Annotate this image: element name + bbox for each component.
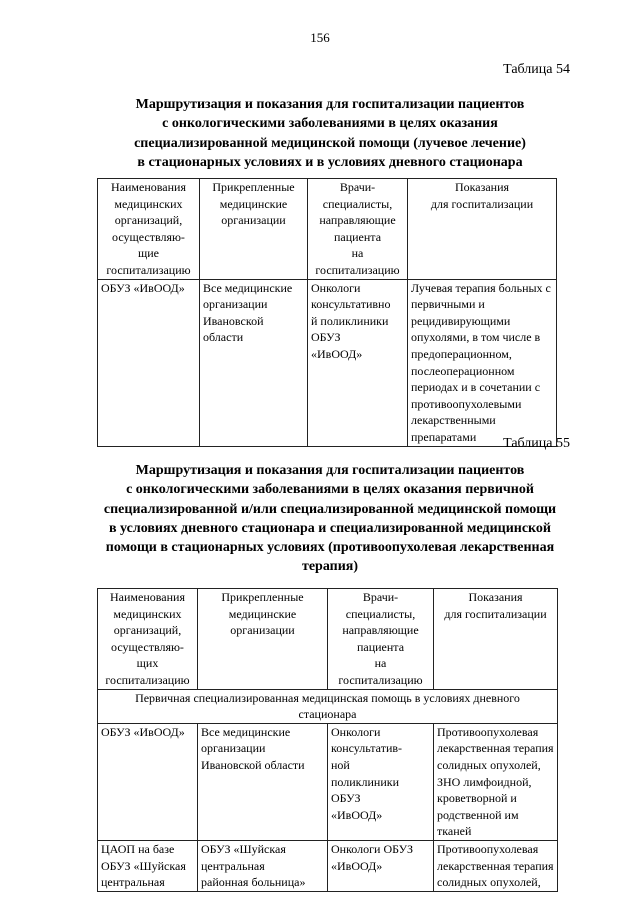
table-cell: ОБУЗ «Шуйская центральная районная больница» <box>198 840 328 891</box>
table-cell: Противоопухолевая лекарственная терапия солидных опухолей, <box>434 840 558 891</box>
table-54-title: Маршрутизация и показания для госпитализации пациентов с онкологическими заболеваниями в целях оказания специализированной медицинской помощи (лучевое лечение) в стационарных условиях и в условиях дневного стационара <box>134 97 526 170</box>
table-55 <box>97 588 558 892</box>
table-cell: Онкологи ОБУЗ «ИвООД» <box>328 840 434 891</box>
table-cell: Лучевая терапия больных с первичными и рецидивирующими опухолями, в том числе в предоперационном, послеоперационном периодах и в сочетании с противоопухолевыми лекарственными препаратами <box>408 279 557 446</box>
table-55-label: Таблица 55 <box>503 436 570 451</box>
table-cell: Все медицинские организации Ивановской области <box>198 723 328 840</box>
header-cell: Врачи- специалисты, направляющие пациента на госпитализацию <box>328 589 434 690</box>
header-cell: Наименования медицинских организаций, осуществляю- щие госпитализацию <box>98 179 200 280</box>
table-row <box>98 840 558 891</box>
table-54 <box>97 178 557 447</box>
table-row <box>98 279 557 446</box>
header-cell: Прикрепленные медицинские организации <box>200 179 308 280</box>
table-cell: ОБУЗ «ИвООД» <box>98 279 200 446</box>
table-header-row <box>98 589 558 690</box>
table-cell: Онкологи консультативно й поликлиники ОБУЗ «ИвООД» <box>308 279 408 446</box>
table-cell: Противоопухолевая лекарственная терапия солидных опухолей, ЗНО лимфоидной, кроветворной и родственной им тканей <box>434 723 558 840</box>
header-cell: Наименования медицинских организаций, осуществляю- щих госпитализацию <box>98 589 198 690</box>
header-cell: Показания для госпитализации <box>408 179 557 280</box>
table-55-title: Маршрутизация и показания для госпитализации пациентов с онкологическими заболеваниями в целях оказания первичной специализированной и/или специализированной медицинской помощи в условиях дневного стационара и специализированной медицинской помощи в стационарных условиях (противоопухолевая лекарственная терапия) <box>103 463 557 575</box>
section-row <box>98 689 558 723</box>
table-header-row <box>98 179 557 280</box>
header-cell: Прикрепленные медицинские организации <box>198 589 328 690</box>
table-row <box>98 723 558 840</box>
header-cell: Врачи- специалисты, направляющие пациента на госпитализацию <box>308 179 408 280</box>
table-cell: Онкологи консультатив- ной поликлиники ОБУЗ «ИвООД» <box>328 723 434 840</box>
table-cell: ОБУЗ «ИвООД» <box>98 723 198 840</box>
table-54-label: Таблица 54 <box>503 62 570 77</box>
table-cell: Все медицинские организации Ивановской области <box>200 279 308 446</box>
table-cell: ЦАОП на базе ОБУЗ «Шуйская центральная <box>98 840 198 891</box>
header-cell: Показания для госпитализации <box>434 589 558 690</box>
section-cell: Первичная специализированная медицинская помощь в условиях дневного стационара <box>98 689 558 723</box>
page-number: 156 <box>310 30 330 45</box>
